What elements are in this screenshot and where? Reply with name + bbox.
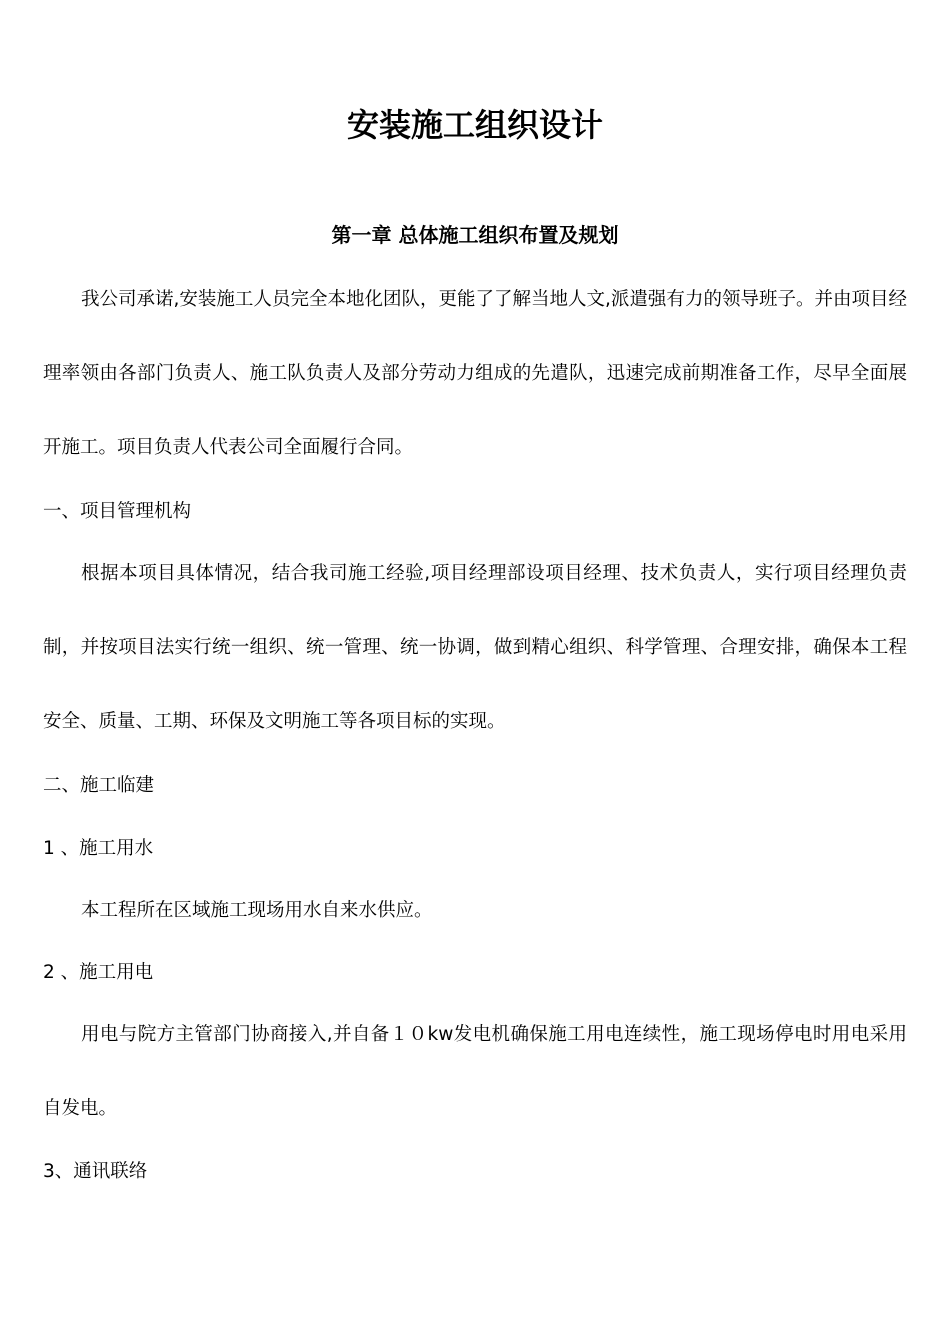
subsection-heading-water: 1 、施工用水 xyxy=(43,838,154,859)
subsection-heading-communication: 3、通讯联络 xyxy=(43,1161,148,1182)
section-heading-temporary-facilities: 二、施工临建 xyxy=(43,775,155,796)
water-supply-text: 本工程所在区域施工现场用水自来水供应。 xyxy=(81,900,433,921)
intro-paragraph: 我公司承诺,安装施工人员完全本地化团队，更能了了解当地人文,派遣强有力的领导班子。并由项目经理率领由各部门负责人、施工队负责人及部分劳动力组成的先遣队，迅速完成前期准备工作，尽早全面展开施工。项目负责人代表公司全面履行合同。 xyxy=(43,289,907,458)
section-heading-management: 一、项目管理机构 xyxy=(43,501,192,522)
subsection-heading-electricity: 2 、施工用电 xyxy=(43,962,154,983)
document-title: 安装施工组织设计 xyxy=(346,106,603,144)
electricity-paragraph: 用电与院方主管部门协商接入,并自备１０kw发电机确保施工用电连续性，施工现场停电时用电采用自发电。 xyxy=(43,1024,907,1119)
management-paragraph: 根据本项目具体情况，结合我司施工经验,项目经理部设项目经理、技术负责人，实行项目经理负责制，并按项目法实行统一组织、统一管理、统一协调，做到精心组织、科学管理、合理安排，确保本工程安全、质量、工期、环保及文明施工等各项目标的实现。 xyxy=(43,563,907,732)
chapter-heading: 第一章 总体施工组织布置及规划 xyxy=(331,223,619,247)
